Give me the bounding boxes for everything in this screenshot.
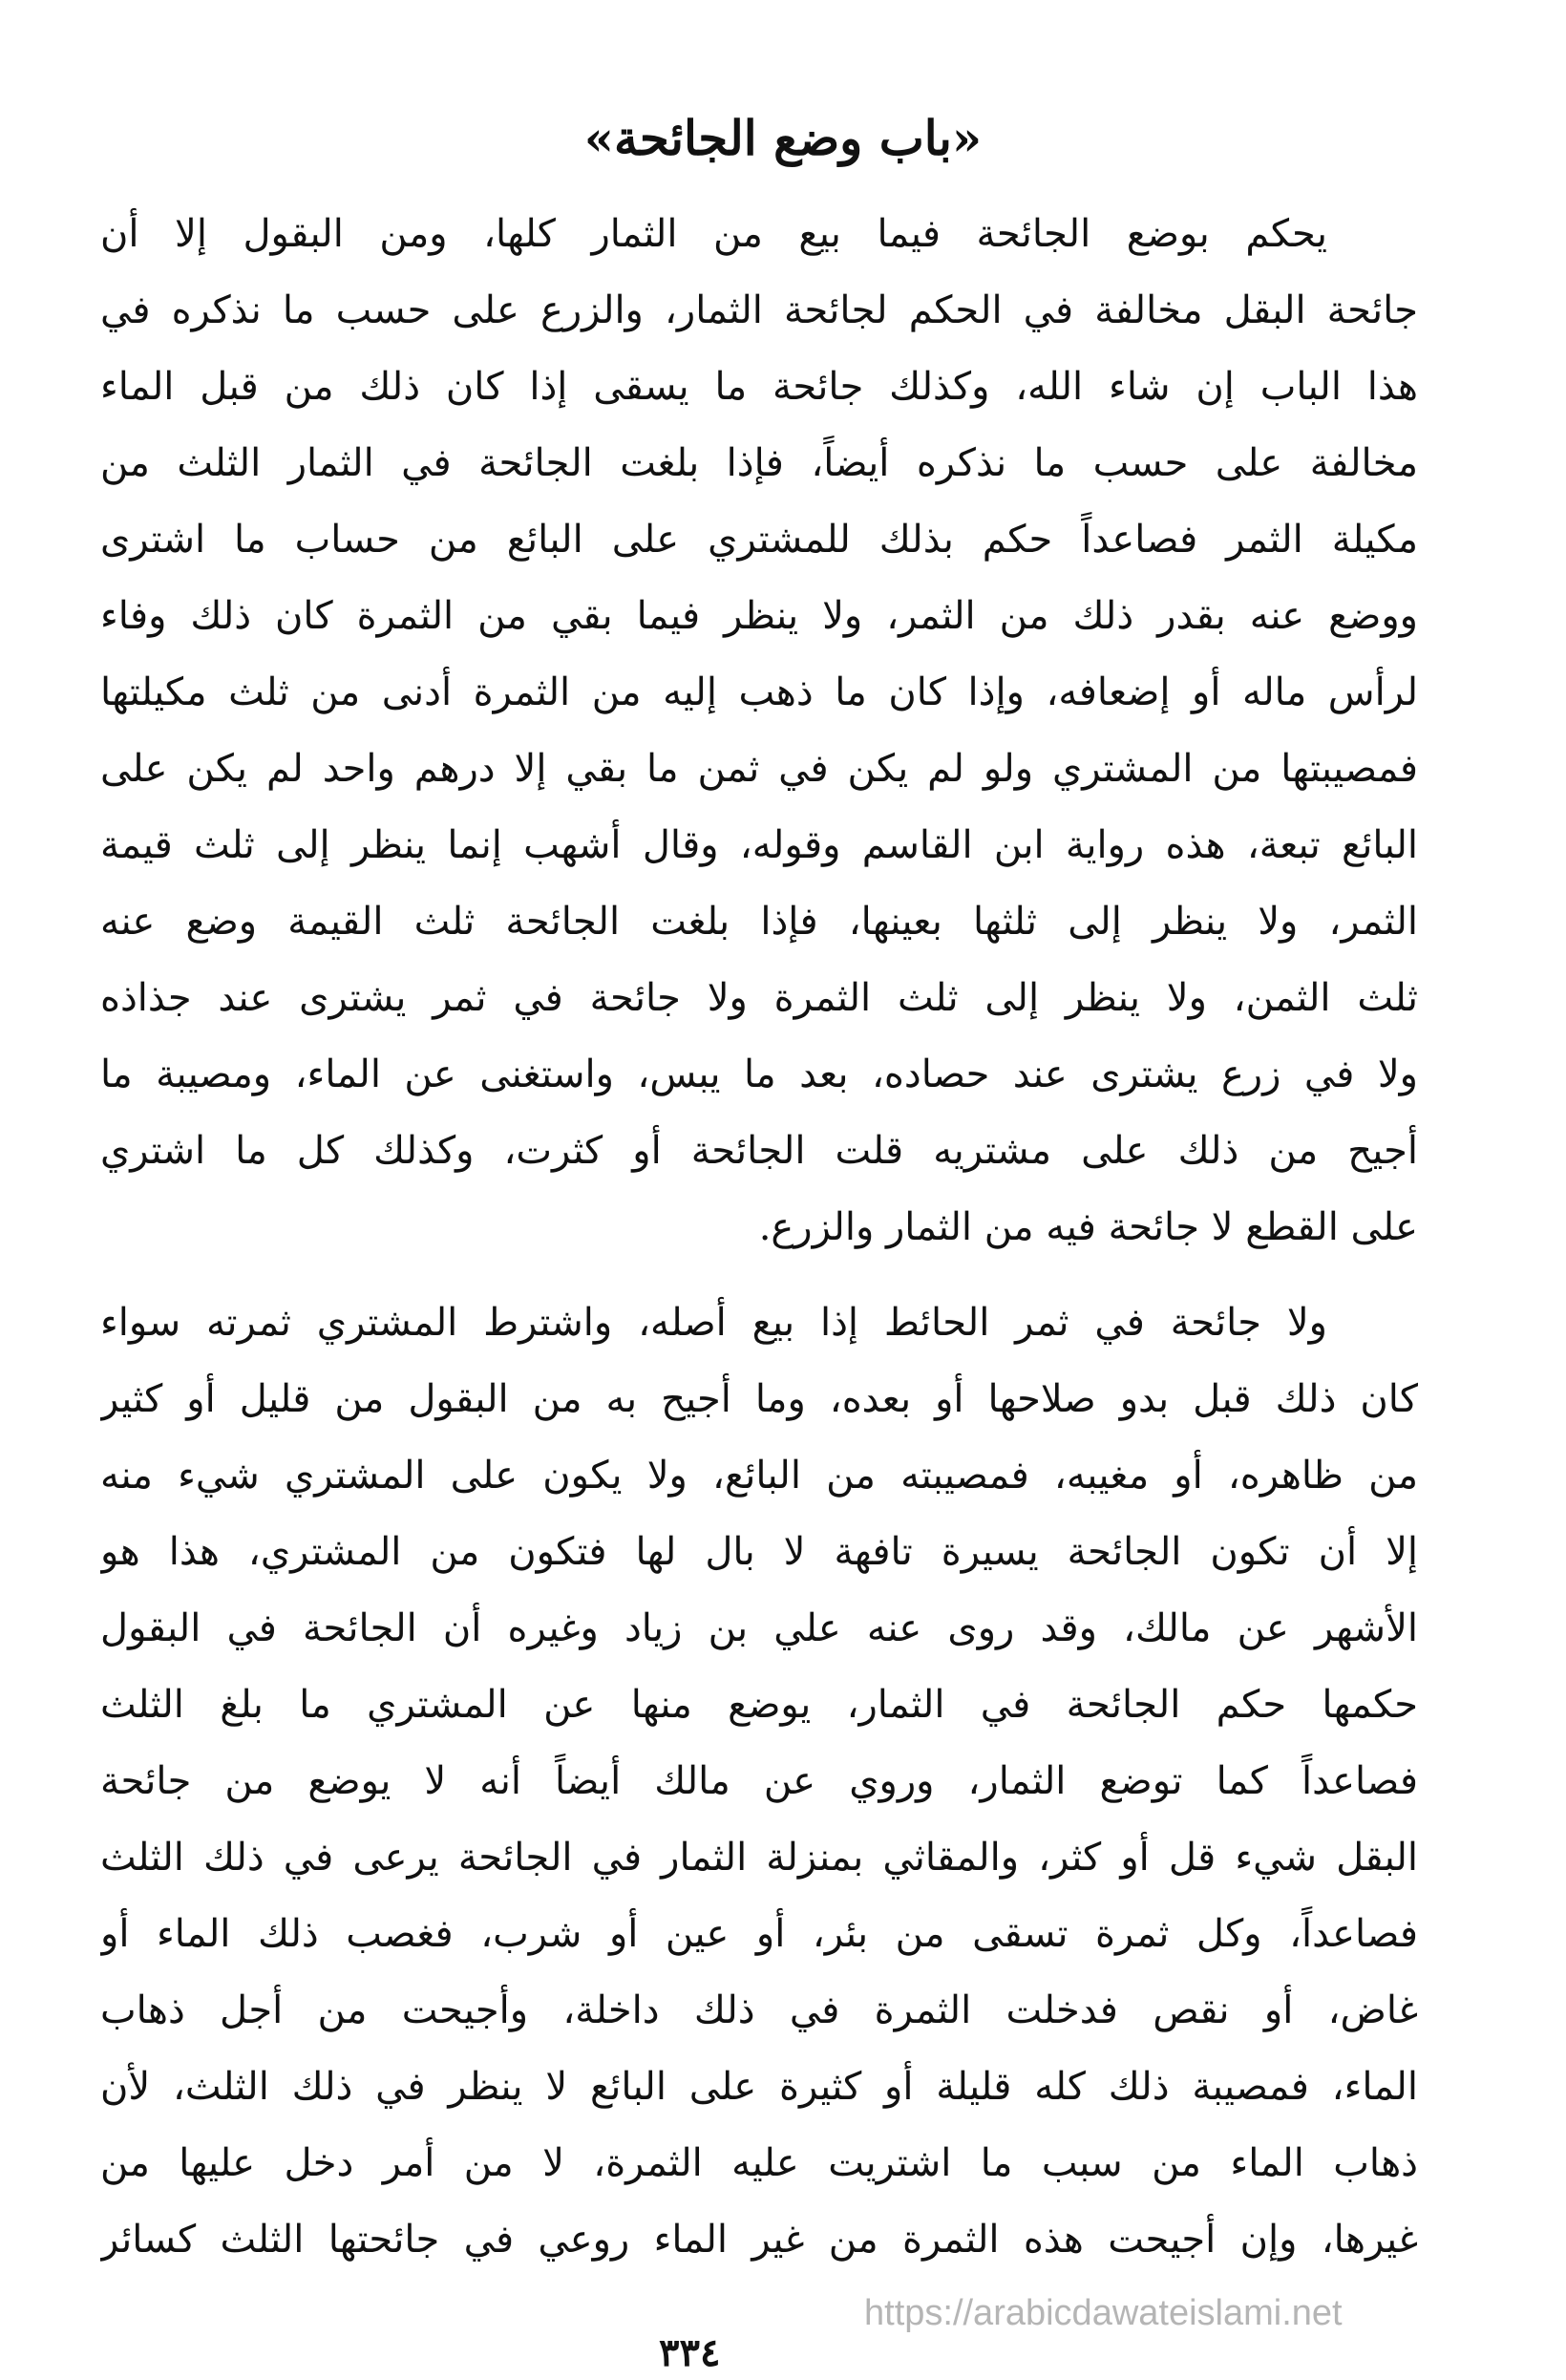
text-line: ثلث الثمن، ولا ينظر إلى ثلث الثمرة ولا جائحة في ثمر يشترى عند جذاذه	[100, 976, 1418, 1020]
paragraph-gap	[100, 1265, 1418, 1285]
text-line: ووضع عنه بقدر ذلك من الثمر، ولا ينظر فيما بقي من الثمرة كان ذلك وفاء	[100, 594, 1418, 638]
text-line: الماء، فمصيبة ذلك كله قليلة أو كثيرة على البائع لا ينظر في ذلك الثلث، لأن	[100, 2065, 1418, 2109]
text-line: فصاعداً، وكل ثمرة تسقى من بئر، أو عين أو شرب، فغصب ذلك الماء أو	[100, 1912, 1418, 1956]
text-line: البقل شيء قل أو كثر، والمقاثي بمنزلة الثمار في الجائحة يرعى في ذلك الثلث	[100, 1836, 1418, 1880]
text-line: مكيلة الثمر فصاعداً حكم بذلك للمشتري على البائع من حساب ما اشترى	[100, 518, 1418, 562]
text-line: ولا في زرع يشترى عند حصاده، بعد ما يبس، واستغنى عن الماء، ومصيبة ما	[100, 1052, 1418, 1096]
text-line: من ظاهره، أو مغيبه، فمصيبته من البائع، ولا يكون على المشتري شيء منه	[100, 1454, 1418, 1498]
text-line: لرأس ماله أو إضعافه، وإذا كان ما ذهب إليه من الثمرة أدنى من ثلث مكيلتها	[100, 670, 1418, 714]
text-line: فصاعداً كما توضع الثمار، وروي عن مالك أيضاً أنه لا يوضع من جائحة	[100, 1759, 1418, 1803]
text-line: ولا جائحة في ثمر الحائط إذا بيع أصله، واشترط المشتري ثمرته سواء	[100, 1301, 1327, 1345]
text-line: غاض، أو نقص فدخلت الثمرة في ذلك داخلة، وأجيحت من أجل ذهاب	[100, 1988, 1418, 2032]
text-line: على القطع لا جائحة فيه من الثمار والزرع.	[758, 1205, 1418, 1249]
paragraph	[100, 196, 1418, 1265]
text-line: يحكم بوضع الجائحة فيما بيع من الثمار كلها، ومن البقول إلا أن	[100, 212, 1327, 256]
text-line: جائحة البقل مخالفة في الحكم لجائحة الثمار، والزرع على حسب ما نذكره في	[100, 288, 1418, 332]
text-line: البائع تبعة، هذه رواية ابن القاسم وقوله، وقال أشهب إنما ينظر إلى ثلث قيمة	[100, 823, 1418, 867]
page-number: ٣٣٤	[659, 2330, 721, 2375]
paragraph	[100, 1285, 1418, 2278]
text-line: ذهاب الماء من سبب ما اشتريت عليه الثمرة، لا من أمر دخل عليها من	[100, 2141, 1418, 2185]
text-line: غيرها، وإن أجيحت هذه الثمرة من غير الماء روعي في جائحتها الثلث كسائر	[100, 2218, 1418, 2262]
watermark-url: https://arabicdawateislami.net	[864, 2293, 1343, 2333]
text-line: كان ذلك قبل بدو صلاحها أو بعده، وما أجيح به من البقول من قليل أو كثير	[100, 1377, 1418, 1421]
text-line: فمصيبتها من المشتري ولو لم يكن في ثمن ما بقي إلا درهم واحد لم يكن على	[100, 747, 1418, 791]
text-line: إلا أن تكون الجائحة يسيرة تافهة لا بال لها فتكون من المشتري، هذا هو	[100, 1530, 1418, 1574]
text-line: حكمها حكم الجائحة في الثمار، يوضع منها عن المشتري ما بلغ الثلث	[100, 1683, 1418, 1727]
text-line: هذا الباب إن شاء الله، وكذلك جائحة ما يسقى إذا كان ذلك من قبل الماء	[100, 365, 1418, 409]
page-body	[100, 196, 1418, 2278]
text-line: الأشهر عن مالك، وقد روى عنه علي بن زياد وغيره أن الجائحة في البقول	[100, 1606, 1418, 1650]
text-line: أجيح من ذلك على مشتريه قلت الجائحة أو كثرت، وكذلك كل ما اشتري	[100, 1129, 1418, 1173]
text-line: مخالفة على حسب ما نذكره أيضاً، فإذا بلغت الجائحة في الثمار الثلث من	[100, 441, 1418, 485]
text-line: الثمر، ولا ينظر إلى ثلثها بعينها، فإذا بلغت الجائحة ثلث القيمة وضع عنه	[100, 900, 1418, 944]
chapter-title: «باب وضع الجائحة»	[583, 110, 983, 166]
